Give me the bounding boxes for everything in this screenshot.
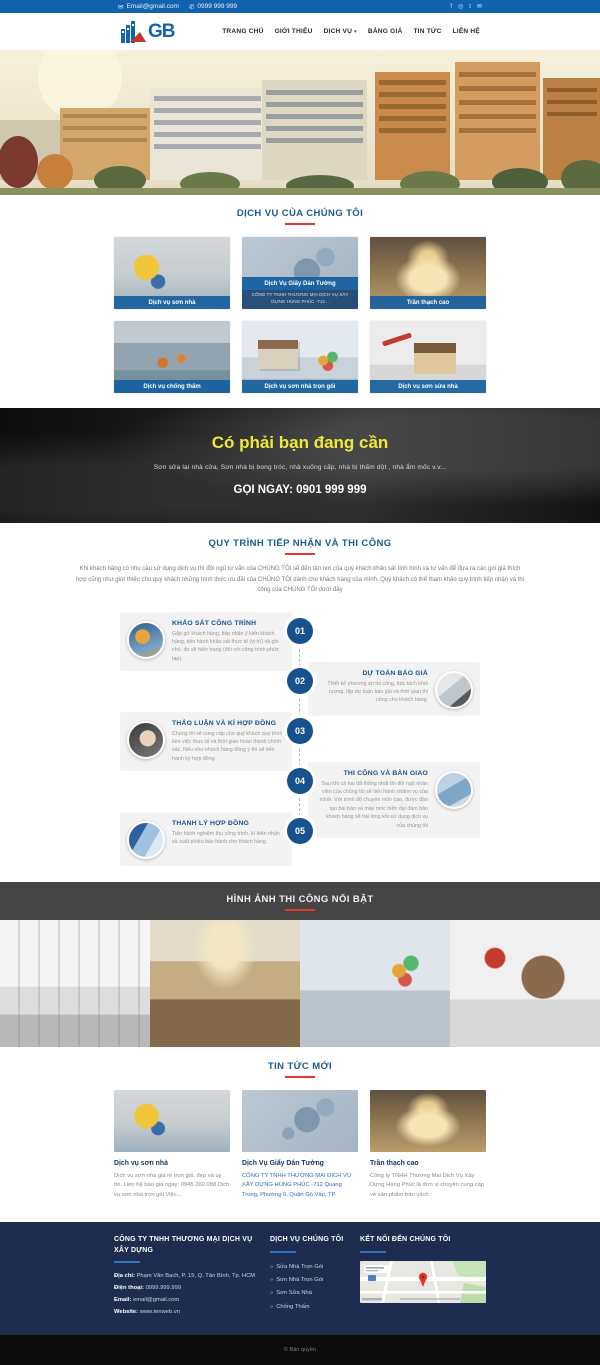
process-section — [0, 523, 600, 882]
news-image — [114, 1090, 230, 1152]
step-text: Chúng tôi sẽ cung cấp cho quý khách quy trình làm việc thực tế và thời gian hoàn thành chính xác. Nếu như khách hàng đồng ý thì sẽ tiến hành ký hợp đồng — [172, 730, 283, 762]
step-text: Gặp gỡ khách hàng, tiếp nhận ý kiến khách hàng, tiến hành khảo sát thực tế (vị trí) và ghi chú, đo vẽ hiện trạng (đối với công trình phức tạp). — [172, 630, 280, 662]
nav-item-home[interactable]: TRANG CHỦ — [222, 28, 264, 35]
gallery-image-interior-white[interactable] — [0, 920, 150, 1047]
process-step-2 — [308, 662, 480, 716]
service-card-chong-tham[interactable] — [114, 321, 230, 393]
topbar-phone — [189, 3, 237, 11]
arrow-icon: » — [270, 1290, 274, 1297]
footer-link-label: Sửa Nhà Trọn Gói — [276, 1263, 324, 1270]
arrow-icon: » — [270, 1277, 274, 1284]
main-nav — [222, 28, 480, 35]
nav-item-services[interactable] — [324, 28, 357, 35]
step-title: THANH LÝ HỢP ĐỒNG — [172, 819, 250, 827]
service-card-subtitle: CÔNG TY TNHH THƯƠNG MẠI DỊCH VỤ XÂY DỰNG HÙNG PHÚC -712... — [242, 290, 358, 309]
service-card-label: Dịch vụ sơn sửa nhà — [370, 380, 486, 393]
footer-title-underline — [270, 1251, 296, 1253]
phone-icon: ✆ — [188, 3, 195, 11]
gallery-image-house-paint[interactable] — [300, 920, 450, 1047]
news-card-2[interactable] — [242, 1090, 358, 1201]
nav-item-about[interactable]: GIỚI THIỆU — [274, 28, 313, 35]
footer-phone-value: 0999.999.999 — [145, 1285, 182, 1292]
main-header — [0, 13, 600, 50]
footer-link-label: Sơn Sửa Nhà — [276, 1290, 312, 1297]
email-icon: ✉ — [118, 3, 124, 11]
footer-link-chong-tham[interactable] — [270, 1301, 354, 1314]
title-underline — [285, 223, 315, 225]
footer-address — [114, 1271, 264, 1283]
topbar-phone-text: 0999 999 999 — [197, 3, 238, 10]
footer-link-sua-nha[interactable] — [270, 1261, 354, 1274]
footer-email-label: Email: — [114, 1296, 132, 1303]
step-text: Tiến hành nghiệm thu công trình, kí biên nhận và xuất phiếu bảo hành cho khách hàng — [172, 830, 280, 845]
news-section — [0, 1047, 600, 1223]
news-grid — [0, 1090, 600, 1201]
step-title: THẢO LUẬN VÀ KÍ HỢP ĐỒNG — [172, 719, 277, 727]
footer-website-label: Website: — [114, 1308, 139, 1315]
nav-item-contact[interactable]: LIÊN HỆ — [452, 28, 480, 35]
news-item-title[interactable]: Trần thạch cao — [370, 1159, 419, 1167]
news-item-title[interactable]: Dịch Vụ Giấy Dán Tường — [242, 1159, 324, 1167]
service-card-label: Dịch vụ sơn nhà trọn gói — [242, 380, 358, 393]
news-item-title[interactable]: Dịch vụ sơn nhà — [114, 1159, 168, 1167]
step-title: THI CÔNG VÀ BÀN GIAO — [343, 769, 428, 777]
news-item-excerpt: Công ty TNHH Thương Mại Dịch Vụ Xây Dựng Hùng Phúc là đơn vị chuyên cung cấp về sản phẩm trần vách — [370, 1172, 485, 1198]
footer-title-underline — [360, 1251, 386, 1253]
news-title: TIN TỨC MỚI — [267, 1060, 333, 1072]
footer-connect-column — [360, 1235, 486, 1319]
service-card-label: Dịch vụ sơn nhà — [114, 296, 230, 309]
process-step-1 — [120, 612, 292, 672]
process-title: QUY TRÌNH TIẾP NHẬN VÀ THI CÔNG — [208, 538, 392, 549]
footer-email — [114, 1295, 264, 1307]
footer-link-son-sua[interactable] — [270, 1287, 354, 1300]
gallery-image-house-tools[interactable] — [450, 920, 600, 1047]
service-card-son-nha[interactable] — [114, 237, 230, 309]
service-card-giay-dan-tuong[interactable] — [242, 237, 358, 309]
footer-company-title: CÔNG TY TNHH THƯƠNG MẠI DỊCH VỤ XÂY DỰNG — [114, 1236, 253, 1254]
footer-company-column — [114, 1235, 264, 1319]
step-photo — [435, 671, 473, 709]
title-underline — [285, 553, 315, 555]
footer-email-value: email@gmail.com — [133, 1296, 180, 1303]
service-card-son-sua-nha[interactable] — [370, 321, 486, 393]
news-card-3[interactable] — [370, 1090, 486, 1201]
step-photo — [127, 721, 165, 759]
services-title: DỊCH VỤ CỦA CHÚNG TÔI — [236, 208, 364, 219]
hero-image — [0, 50, 600, 195]
services-section — [0, 195, 600, 408]
step-text: Thiết kế phương án thi công, bóc tách khối lượng, lập dự toán báo giá và thời gian thi công cho khách hàng. — [327, 680, 428, 704]
service-card-label: Dịch Vụ Giấy Dán Tường — [242, 277, 358, 290]
step-number-badge: 05 — [287, 818, 313, 844]
arrow-icon: » — [270, 1303, 274, 1310]
cta-title: Có phải bạn đang cần — [211, 433, 389, 452]
step-number-badge: 01 — [287, 618, 313, 644]
facebook-icon[interactable]: f — [450, 3, 453, 10]
news-item-excerpt: Dịch vụ sơn nhà giá rẻ trọn gói, đẹp và uy tín. Liên hệ báo giá ngay: 0945.260.088 Dịch vụ sơn nhà trọn gói Việc... — [114, 1172, 230, 1198]
logo-text: GB — [148, 20, 175, 42]
chevron-down-icon: ▾ — [354, 29, 357, 35]
process-step-3 — [120, 712, 292, 772]
cta-phone[interactable]: GỌI NGAY: 0901 999 999 — [233, 484, 367, 496]
footer-link-label: Chống Thấm — [276, 1303, 310, 1310]
service-card-label: Trần thạch cao — [370, 296, 486, 309]
gallery-strip — [0, 920, 600, 1047]
step-number-badge: 03 — [287, 718, 313, 744]
nav-item-news[interactable]: TIN TỨC — [413, 28, 442, 35]
process-step-5 — [120, 812, 292, 866]
step-photo — [127, 821, 165, 859]
instagram-icon[interactable]: ◎ — [458, 4, 464, 10]
step-number-badge: 04 — [287, 768, 313, 794]
topbar-email-text: Email@gmail.com — [126, 3, 179, 10]
title-underline — [285, 909, 315, 911]
building-logo-icon — [120, 20, 146, 44]
step-number-badge: 02 — [287, 668, 313, 694]
process-step-4 — [308, 762, 480, 839]
nav-item-services-label: DỊCH VỤ — [323, 28, 353, 35]
footer-services-title: DỊCH VỤ CHÚNG TÔI — [270, 1236, 344, 1244]
gallery-image-interior-warm[interactable] — [150, 920, 300, 1047]
footer-title-underline — [114, 1261, 140, 1263]
services-grid — [0, 237, 600, 393]
cta-banner — [0, 408, 600, 523]
footer-connect-title: KẾT NỐI ĐẾN CHÚNG TÔI — [360, 1236, 451, 1244]
process-timeline — [0, 606, 600, 882]
social-links — [450, 3, 482, 10]
topbar-contacts — [118, 3, 237, 11]
footer-website-value: www.tenweb.vn — [139, 1308, 180, 1315]
news-image — [242, 1090, 358, 1152]
news-card-1[interactable] — [114, 1090, 230, 1201]
gallery-section — [0, 882, 600, 1047]
topbar — [0, 0, 600, 13]
cta-subtitle: Sơn sửa lại nhà cửa, Sơn nhà bị bong tróc, nhà xuống cấp, nhà bị thấm dột , nhà ẩm mốc v.v... — [153, 464, 447, 471]
service-card-label: Dịch vụ chống thấm — [114, 380, 230, 393]
footer-website — [114, 1307, 264, 1319]
service-card-tran-thach-cao[interactable] — [370, 237, 486, 309]
gallery-header — [0, 882, 600, 920]
news-image — [370, 1090, 486, 1152]
footer-link-label: Sơn Nhà Trọn Gói — [276, 1277, 324, 1284]
topbar-email — [118, 3, 179, 11]
mail-icon[interactable]: ✉ — [476, 4, 482, 10]
site-logo[interactable] — [120, 20, 175, 44]
gallery-title: HÌNH ẢNH THI CÔNG NỔI BẬT — [226, 893, 374, 905]
nav-item-pricing[interactable]: BẢNG GIÁ — [367, 28, 403, 35]
footer-phone-label: Điện thoại: — [114, 1285, 144, 1292]
step-photo — [127, 621, 165, 659]
copyright-text: © Bản quyền — [283, 1346, 317, 1353]
footer-phone — [114, 1283, 264, 1295]
step-text: Sau khi cả hai đã thống nhất thì đội ngũ nhân viên của chúng tôi sẽ tiến hành nhiệm vụ của mình. Với trình độ chuyên môn cao, được đào tạo bài bản và máy móc hiện đại đảm bảo khách hàng sẽ hài lòng khi sử dụng dịch vụ của chúng tôi — [319, 780, 428, 829]
copyright-bar — [0, 1335, 600, 1365]
step-photo — [435, 771, 473, 809]
footer-link-son-nha[interactable] — [270, 1274, 354, 1287]
news-item-excerpt: CÔNG TY TNHH THƯƠNG MẠI DỊCH VỤ XÂY DỰNG HÙNG PHÚC -712 Quang Trung, Phường 6, Quận Gò Vấp, TP. — [242, 1172, 352, 1198]
footer-address-label: Địa chỉ: — [114, 1273, 135, 1280]
arrow-icon: » — [270, 1263, 274, 1270]
footer-address-value: Phạm Văn Bạch, P. 15, Q. Tân Bình, Tp. HCM — [136, 1273, 256, 1280]
step-title: KHẢO SÁT CÔNG TRÌNH — [172, 619, 257, 627]
twitter-icon[interactable]: t — [469, 3, 471, 10]
service-card-son-tron-goi[interactable] — [242, 321, 358, 393]
footer — [0, 1222, 600, 1335]
service-card-caption — [242, 277, 358, 309]
step-title: DỰ TOÁN BÁO GIÁ — [362, 669, 428, 677]
footer-services-column — [270, 1235, 354, 1319]
process-intro: Khi khách hàng có nhu cầu sử dụng dịch vụ thì đội ngũ tư vấn của CHÚNG TÔI sẽ đến tận nơi của quý khách khảo sát tình hình và tư vấn để đưa ra các gói giá thích hợp cũng như giới thiệu cho quý khách những hình thức ưu đãi của CHÚNG TÔI dành cho khách hàng của mình. Quý khách có thể tham khảo quy trình tiếp nhận và thi công của CHÚNG TÔI dưới đây — [75, 566, 525, 593]
map-embed[interactable] — [360, 1261, 486, 1303]
title-underline — [285, 1076, 315, 1078]
